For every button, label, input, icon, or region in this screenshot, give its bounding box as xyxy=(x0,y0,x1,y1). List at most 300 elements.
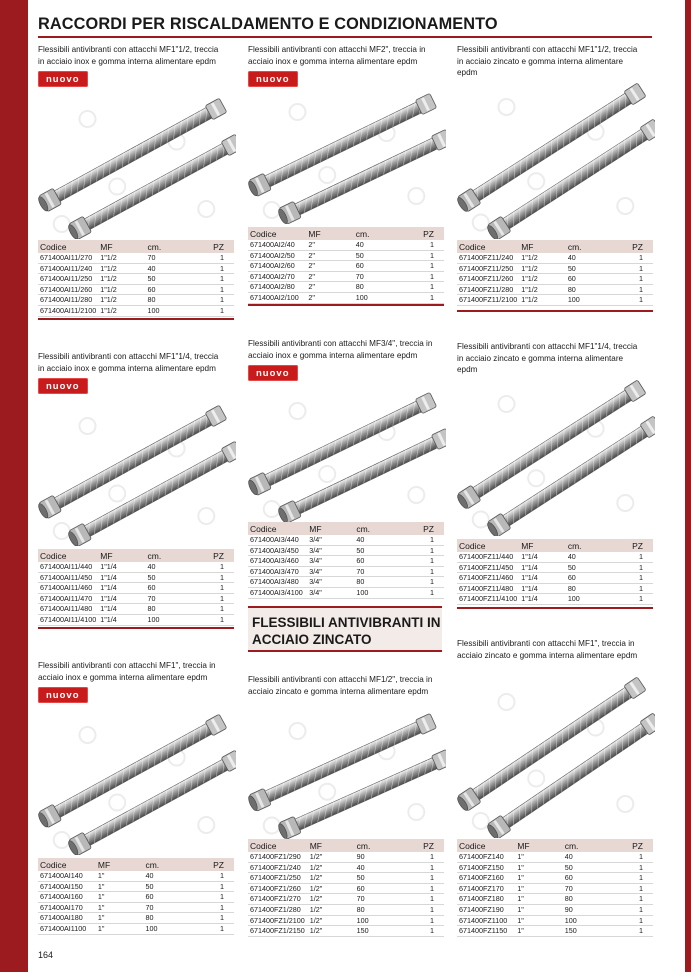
table-cell: 1"1/2 xyxy=(519,274,566,285)
table-cell: 1/2" xyxy=(308,862,355,873)
table-row xyxy=(248,261,444,272)
table-cell: 671400FZ140 xyxy=(457,852,515,862)
product-block-9 xyxy=(457,638,655,936)
table-cell: 671400AI2/50 xyxy=(248,250,306,261)
table-row xyxy=(457,852,653,862)
table-row xyxy=(248,577,444,588)
table-cell: 70 xyxy=(354,566,406,577)
table-cell: 150 xyxy=(563,926,615,937)
table-cell: 1 xyxy=(196,881,234,892)
table-cell: 671400FZ160 xyxy=(457,873,515,884)
table-cell: 671400AI1100 xyxy=(38,923,96,934)
spec-table xyxy=(457,839,653,937)
table-cell: 2" xyxy=(306,261,353,272)
table-cell: 1"1/4 xyxy=(98,562,145,572)
table-row xyxy=(457,562,653,573)
column-header: MF xyxy=(98,549,145,562)
table-cell: 671400FZ11/240 xyxy=(457,253,519,263)
column-header: cm. xyxy=(563,839,615,852)
table-cell: 70 xyxy=(355,894,407,905)
table-cell: 671400FZ1/290 xyxy=(248,852,308,862)
table-cell: 1 xyxy=(616,573,653,584)
table-cell: 1 xyxy=(616,263,653,274)
column-header: PZ xyxy=(616,240,653,253)
table-cell: 1"1/4 xyxy=(519,552,566,562)
hose-image xyxy=(457,74,655,239)
column-header: PZ xyxy=(197,549,234,562)
table-cell: 671400AI11/270 xyxy=(38,253,98,263)
table-row xyxy=(248,545,444,556)
table-cell: 70 xyxy=(146,593,197,604)
table-cell: 671400AI11/280 xyxy=(38,295,98,306)
new-badge: nuovo xyxy=(38,687,88,703)
table-cell: 1" xyxy=(96,871,144,881)
table-row xyxy=(457,253,653,263)
table-cell: 671400AI11/2100 xyxy=(40,305,97,315)
table-cell: 3/4" xyxy=(307,587,354,598)
table-cell: 60 xyxy=(146,583,197,594)
column-header: Codice xyxy=(457,839,515,852)
table-cell: 40 xyxy=(146,263,197,274)
table-header-row xyxy=(248,522,444,535)
table-cell: 100 xyxy=(354,292,406,303)
table-cell: 100 xyxy=(146,305,197,316)
table-cell: 1"1/4 xyxy=(98,614,145,625)
table-row xyxy=(38,263,234,274)
table-cell: 671400AI2/80 xyxy=(248,282,306,293)
table-cell: 1 xyxy=(406,271,444,282)
table-cell: 1 xyxy=(406,883,444,894)
table-cell: 1 xyxy=(197,593,234,604)
table-cell: 671400FZ180 xyxy=(457,894,515,905)
table-cell: 1 xyxy=(406,926,444,937)
table-row xyxy=(38,902,234,913)
spec-table xyxy=(248,522,444,599)
new-badge: nuovo xyxy=(248,365,298,381)
block-rule xyxy=(248,304,444,306)
table-cell: 1"1/2 xyxy=(519,253,566,263)
table-row xyxy=(38,892,234,903)
table-cell: 80 xyxy=(566,284,616,295)
table-cell: 1"1/2 xyxy=(98,305,145,316)
table-cell: 3/4" xyxy=(307,566,354,577)
new-badge: nuovo xyxy=(248,71,298,87)
table-cell: 671400FZ150 xyxy=(457,862,515,873)
table-cell: 1" xyxy=(515,852,562,862)
table-row xyxy=(248,292,444,303)
block-rule xyxy=(457,607,653,609)
table-cell: 1 xyxy=(196,871,234,881)
table-row xyxy=(248,852,444,862)
table-cell: 1 xyxy=(616,253,653,263)
table-cell: 1"1/4 xyxy=(519,562,566,573)
table-cell: 80 xyxy=(146,604,197,615)
page-number: 164 xyxy=(38,950,54,960)
column-header: cm. xyxy=(143,858,196,871)
table-cell: 50 xyxy=(354,545,406,556)
table-cell: 40 xyxy=(355,862,407,873)
table-cell: 1 xyxy=(616,295,653,306)
table-cell: 2" xyxy=(306,240,353,250)
table-row xyxy=(248,282,444,293)
table-cell: 90 xyxy=(563,904,615,915)
table-cell: 671400AI160 xyxy=(38,892,96,903)
table-cell: 100 xyxy=(566,594,616,605)
column-header: cm. xyxy=(146,549,197,562)
table-cell: 671400FZ11/450 xyxy=(457,562,519,573)
table-row xyxy=(248,556,444,567)
column-header: PZ xyxy=(616,539,653,552)
table-cell: 1 xyxy=(406,282,444,293)
spec-table xyxy=(248,839,444,937)
column-header: MF xyxy=(307,522,354,535)
table-cell: 50 xyxy=(146,274,197,285)
table-cell: 1"1/2 xyxy=(98,295,145,306)
table-cell: 80 xyxy=(566,583,616,594)
hose-image xyxy=(248,84,446,224)
table-cell: 1 xyxy=(406,556,444,567)
table-cell: 1 xyxy=(196,892,234,903)
table-cell: 60 xyxy=(354,556,406,567)
table-header-row xyxy=(457,839,653,852)
table-cell: 671400AI3/440 xyxy=(248,535,307,545)
column-header: cm. xyxy=(146,240,197,253)
table-cell: 1 xyxy=(615,894,653,905)
table-cell: 3/4" xyxy=(307,535,354,545)
table-cell: 70 xyxy=(563,883,615,894)
table-cell: 671400FZ11/250 xyxy=(457,263,519,274)
table-cell: 1/2" xyxy=(308,904,355,915)
table-cell: 671400FZ1100 xyxy=(457,915,515,926)
table-cell: 671400AI3/480 xyxy=(248,577,307,588)
table-header-row xyxy=(38,858,234,871)
table-cell: 1"1/4 xyxy=(98,604,145,615)
product-block-2 xyxy=(248,44,446,302)
block-rule xyxy=(38,318,234,320)
table-cell: 1 xyxy=(406,545,444,556)
table-cell: 1 xyxy=(197,583,234,594)
table-cell: 1 xyxy=(615,862,653,873)
table-row xyxy=(248,926,444,937)
table-cell: 1" xyxy=(96,913,144,924)
table-cell: 70 xyxy=(146,253,197,263)
table-row xyxy=(248,894,444,905)
table-cell: 1 xyxy=(406,577,444,588)
table-cell: 1 xyxy=(197,295,234,306)
column-header: MF xyxy=(515,839,562,852)
column-header: Codice xyxy=(248,522,307,535)
spec-table xyxy=(457,240,653,306)
table-cell: 70 xyxy=(354,271,406,282)
table-cell: 1" xyxy=(515,926,562,937)
table-cell: 60 xyxy=(146,284,197,295)
table-cell: 671400FZ1/270 xyxy=(248,894,308,905)
table-cell: 80 xyxy=(143,913,196,924)
product-description: Flessibili antivibranti con attacchi MF1", treccia in acciaio zincato e gomma interna alimentare epdm xyxy=(457,638,638,660)
table-cell: 671400AI11/250 xyxy=(38,274,98,285)
table-cell: 1 xyxy=(615,852,653,862)
product-description: Flessibili antivibranti con attacchi MF1"1/4, treccia in acciaio zincato e gomma interna alimentare epdm xyxy=(457,341,638,374)
table-header-row xyxy=(248,227,444,240)
table-row xyxy=(38,593,234,604)
table-row xyxy=(457,926,653,937)
table-cell: 1 xyxy=(196,923,234,934)
table-cell: 1" xyxy=(515,862,562,873)
table-cell: 1/2" xyxy=(308,852,355,862)
table-cell: 1" xyxy=(515,904,562,915)
table-cell: 80 xyxy=(354,577,406,588)
left-accent-bar xyxy=(0,0,28,972)
table-cell: 60 xyxy=(566,573,616,584)
table-cell: 1"1/4 xyxy=(98,583,145,594)
table-cell: 1"1/4 xyxy=(519,573,566,584)
table-cell: 671400AI11/470 xyxy=(38,593,98,604)
table-cell: 671400FZ11/440 xyxy=(457,552,519,562)
table-cell: 40 xyxy=(566,253,616,263)
table-cell: 671400AI3/460 xyxy=(248,556,307,567)
table-cell: 671400FZ1/250 xyxy=(248,873,308,884)
column-header: Codice xyxy=(457,539,519,552)
table-cell: 1 xyxy=(616,274,653,285)
table-cell: 671400AI2/40 xyxy=(248,240,306,250)
table-cell: 671400AI11/4100 xyxy=(40,614,97,624)
table-cell: 671400AI2/100 xyxy=(248,292,306,303)
spec-table xyxy=(38,240,234,317)
table-cell: 150 xyxy=(355,926,407,937)
table-cell: 1/2" xyxy=(308,883,355,894)
column-header: cm. xyxy=(566,240,616,253)
page-title: RACCORDI PER RISCALDAMENTO E CONDIZIONAMENTO xyxy=(38,14,498,33)
product-description: Flessibili antivibranti con attacchi MF1"1/4, treccia in acciaio inox e gomma interna alimentare epdm xyxy=(38,351,219,373)
table-cell: 2" xyxy=(306,292,353,303)
table-cell: 1"1/2 xyxy=(519,295,566,306)
table-row xyxy=(457,284,653,295)
table-cell: 1 xyxy=(406,873,444,884)
block-rule xyxy=(457,310,653,312)
table-cell: 671400FZ170 xyxy=(457,883,515,894)
table-cell: 1 xyxy=(406,292,444,303)
table-row xyxy=(38,253,234,263)
table-row xyxy=(38,305,234,316)
table-row xyxy=(38,871,234,881)
table-cell: 80 xyxy=(355,904,407,915)
product-description: Flessibili antivibranti con attacchi MF1"1/2, treccia in acciaio inox e gomma interna alimentare epdm xyxy=(38,44,219,66)
table-cell: 3/4" xyxy=(307,556,354,567)
column-header: PZ xyxy=(197,240,234,253)
table-cell: 671400AI11/260 xyxy=(38,284,98,295)
table-cell: 1 xyxy=(406,240,444,250)
table-cell: 1 xyxy=(616,284,653,295)
table-cell: 80 xyxy=(146,295,197,306)
table-cell: 1 xyxy=(406,894,444,905)
table-cell: 1 xyxy=(406,587,444,598)
table-cell: 100 xyxy=(146,614,197,625)
table-row xyxy=(38,572,234,583)
table-cell: 1 xyxy=(197,253,234,263)
table-cell: 50 xyxy=(566,263,616,274)
table-cell: 40 xyxy=(354,240,406,250)
product-block-3 xyxy=(457,44,655,305)
table-row xyxy=(38,923,234,934)
table-cell: 1"1/2 xyxy=(519,263,566,274)
table-cell: 1 xyxy=(196,902,234,913)
table-cell: 1"1/2 xyxy=(98,263,145,274)
table-row xyxy=(248,271,444,282)
table-row xyxy=(38,881,234,892)
column-header: MF xyxy=(519,240,566,253)
table-cell: 1 xyxy=(197,614,234,625)
table-cell: 1" xyxy=(515,915,562,926)
table-row xyxy=(457,883,653,894)
table-cell: 1"1/2 xyxy=(98,284,145,295)
table-cell: 40 xyxy=(563,852,615,862)
product-description: Flessibili antivibranti con attacchi MF1/2", treccia in acciaio zincato e gomma interna alimentare epdm xyxy=(248,674,433,696)
block-rule xyxy=(38,627,234,629)
table-row xyxy=(38,604,234,615)
spec-table xyxy=(248,227,444,304)
table-cell: 671400FZ1/240 xyxy=(248,862,308,873)
column-header: Codice xyxy=(38,549,98,562)
table-row xyxy=(457,873,653,884)
column-header: PZ xyxy=(406,227,444,240)
table-cell: 40 xyxy=(354,535,406,545)
section-title-zincato: FLESSIBILI ANTIVIBRANTI IN ACCIAIO ZINCATO xyxy=(248,606,442,652)
column-header: PZ xyxy=(615,839,653,852)
table-row xyxy=(457,594,653,605)
table-cell: 40 xyxy=(143,871,196,881)
table-cell: 60 xyxy=(563,873,615,884)
spec-table xyxy=(38,858,234,935)
table-cell: 2" xyxy=(306,282,353,293)
table-row xyxy=(248,862,444,873)
table-cell: 50 xyxy=(143,881,196,892)
table-cell: 60 xyxy=(566,274,616,285)
hose-image xyxy=(248,383,446,523)
column-header: Codice xyxy=(248,839,308,852)
table-cell: 1 xyxy=(197,274,234,285)
table-cell: 1/2" xyxy=(308,894,355,905)
table-cell: 1"1/2 xyxy=(519,284,566,295)
table-cell: 100 xyxy=(354,587,406,598)
table-row xyxy=(457,904,653,915)
table-cell: 671400FZ11/4100 xyxy=(459,594,518,604)
table-cell: 3/4" xyxy=(307,577,354,588)
table-cell: 1 xyxy=(615,915,653,926)
table-cell: 671400AI11/480 xyxy=(38,604,98,615)
table-cell: 671400FZ11/280 xyxy=(457,284,519,295)
table-cell: 1 xyxy=(406,915,444,926)
table-row xyxy=(457,295,653,306)
table-cell: 3/4" xyxy=(307,545,354,556)
column-header: Codice xyxy=(248,227,306,240)
table-cell: 80 xyxy=(563,894,615,905)
table-cell: 100 xyxy=(563,915,615,926)
table-row xyxy=(38,913,234,924)
hose-image xyxy=(248,704,446,839)
table-cell: 1 xyxy=(406,904,444,915)
table-row xyxy=(457,583,653,594)
column-header: MF xyxy=(96,858,144,871)
hose-image xyxy=(457,371,655,536)
table-row xyxy=(38,583,234,594)
table-cell: 1 xyxy=(406,535,444,545)
column-header: Codice xyxy=(38,240,98,253)
table-cell: 1 xyxy=(616,562,653,573)
table-header-row xyxy=(38,240,234,253)
spec-table xyxy=(38,549,234,626)
column-header: PZ xyxy=(406,522,444,535)
table-cell: 1" xyxy=(515,883,562,894)
column-header: MF xyxy=(98,240,145,253)
table-cell: 70 xyxy=(143,902,196,913)
column-header: cm. xyxy=(566,539,616,552)
table-row xyxy=(457,862,653,873)
table-cell: 671400AI150 xyxy=(38,881,96,892)
table-cell: 1"1/4 xyxy=(98,593,145,604)
hose-image xyxy=(38,89,236,239)
table-cell: 1 xyxy=(197,284,234,295)
table-row xyxy=(248,535,444,545)
table-cell: 1 xyxy=(406,852,444,862)
table-cell: 1" xyxy=(96,881,144,892)
table-cell: 1 xyxy=(616,552,653,562)
new-badge: nuovo xyxy=(38,378,88,394)
column-header: PZ xyxy=(406,839,444,852)
table-cell: 1 xyxy=(616,594,653,605)
column-header: Codice xyxy=(38,858,96,871)
table-cell: 671400AI2/70 xyxy=(248,271,306,282)
column-header: MF xyxy=(519,539,566,552)
table-cell: 1" xyxy=(96,923,144,934)
column-header: PZ xyxy=(196,858,234,871)
table-cell: 671400AI3/470 xyxy=(248,566,307,577)
table-cell: 1 xyxy=(615,926,653,937)
product-block-5 xyxy=(248,338,446,597)
table-cell: 1 xyxy=(615,873,653,884)
table-cell: 1"1/2 xyxy=(98,253,145,263)
column-header: MF xyxy=(308,839,355,852)
column-header: MF xyxy=(306,227,353,240)
hose-image xyxy=(38,396,236,546)
table-cell: 100 xyxy=(566,295,616,306)
table-row xyxy=(457,263,653,274)
table-cell: 1 xyxy=(197,572,234,583)
table-cell: 1/2" xyxy=(308,873,355,884)
table-cell: 671400FZ11/480 xyxy=(457,583,519,594)
table-row xyxy=(457,915,653,926)
column-header: Codice xyxy=(457,240,519,253)
table-cell: 1" xyxy=(96,902,144,913)
table-cell: 2" xyxy=(306,271,353,282)
column-header: cm. xyxy=(354,522,406,535)
table-cell: 671400AI170 xyxy=(38,902,96,913)
table-row xyxy=(457,552,653,562)
new-badge: nuovo xyxy=(38,71,88,87)
table-cell: 1 xyxy=(616,583,653,594)
table-cell: 1 xyxy=(197,604,234,615)
table-row xyxy=(248,904,444,915)
table-header-row xyxy=(38,549,234,562)
table-row xyxy=(248,873,444,884)
table-cell: 1 xyxy=(406,862,444,873)
table-cell: 50 xyxy=(355,873,407,884)
table-row xyxy=(38,284,234,295)
table-cell: 1 xyxy=(406,566,444,577)
table-header-row xyxy=(457,240,653,253)
table-row xyxy=(38,274,234,285)
table-row xyxy=(38,295,234,306)
table-cell: 60 xyxy=(355,883,407,894)
